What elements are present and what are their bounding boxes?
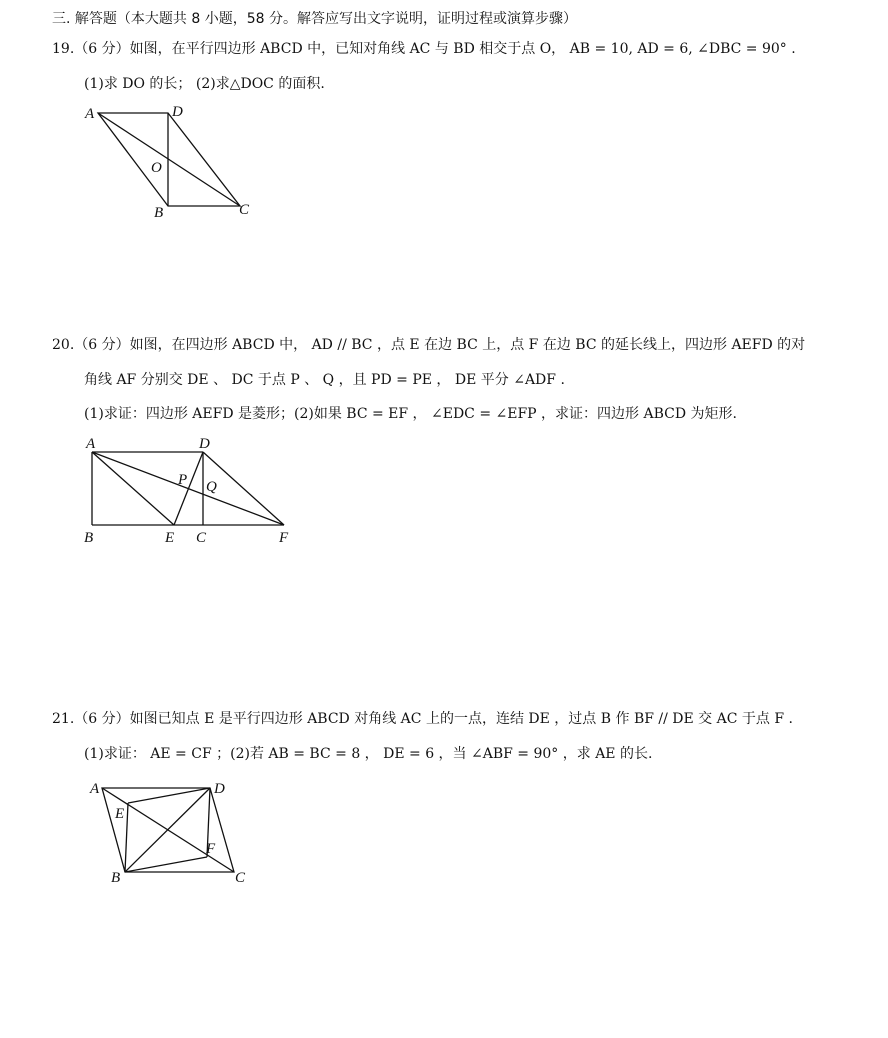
q20-label-f: F [279, 530, 289, 546]
q19-label-d: D [172, 104, 183, 120]
q20-stem-line1: 20.（6 分）如图，在四边形 ABCD 中， AD // BC ，点 E 在边 BC 上，点 F 在边 BC 的延长线上，四边形 AEFD 的对 [52, 337, 806, 353]
q20-stem-line2: 角线 AF 分别交 DE 、 DC 于点 P 、 Q ，且 PD = PE ， DE 平分 ∠ADF . [84, 372, 565, 388]
q21-stem: 21.（6 分）如图已知点 E 是平行四边形 ABCD 对角线 AC 上的一点，连结 DE ，过点 B 作 BF // DE 交 AC 于点 F . [52, 711, 793, 727]
q20-label-d: D [199, 436, 210, 452]
q19-label-b: B [154, 205, 164, 221]
q19-label-o: O [151, 160, 162, 176]
q19-stem: 19.（6 分）如图，在平行四边形 ABCD 中，已知对角线 AC 与 BD 相交于点 O， AB = 10, AD = 6, ∠DBC = 90° . [52, 41, 796, 57]
q20-label-b: B [84, 530, 94, 546]
q20-label-c: C [196, 530, 207, 546]
q20-label-q: Q [206, 479, 217, 495]
q21-label-e: E [115, 806, 125, 822]
q21-label-f: F [206, 841, 216, 857]
q21-label-c: C [235, 870, 246, 886]
q19-label-a: A [85, 106, 95, 122]
q20-parts: (1)求证：四边形 AEFD 是菱形；(2)如果 BC = EF ， ∠EDC = ∠EFP ，求证：四边形 ABCD 为矩形. [84, 406, 738, 422]
q20-label-a: A [86, 436, 96, 452]
q20-label-e: E [165, 530, 175, 546]
q21-label-b: B [111, 870, 121, 886]
q20-label-p: P [178, 472, 188, 488]
q19-parts: (1)求 DO 的长； (2)求△DOC 的面积. [84, 76, 325, 92]
q21-segment-be [125, 803, 128, 872]
section-header: 三. 解答题（本大题共 8 小题，58 分。解答应写出文字说明，证明过程或演算步骤） [52, 11, 577, 27]
q21-label-d: D [214, 781, 225, 797]
q21-label-a: A [90, 781, 100, 797]
q19-label-c: C [239, 202, 250, 218]
q21-parts: (1)求证： AE = CF ；(2)若 AB = BC = 8 ， DE = 6 ，当 ∠ABF = 90° ，求 AE 的长. [84, 746, 653, 762]
